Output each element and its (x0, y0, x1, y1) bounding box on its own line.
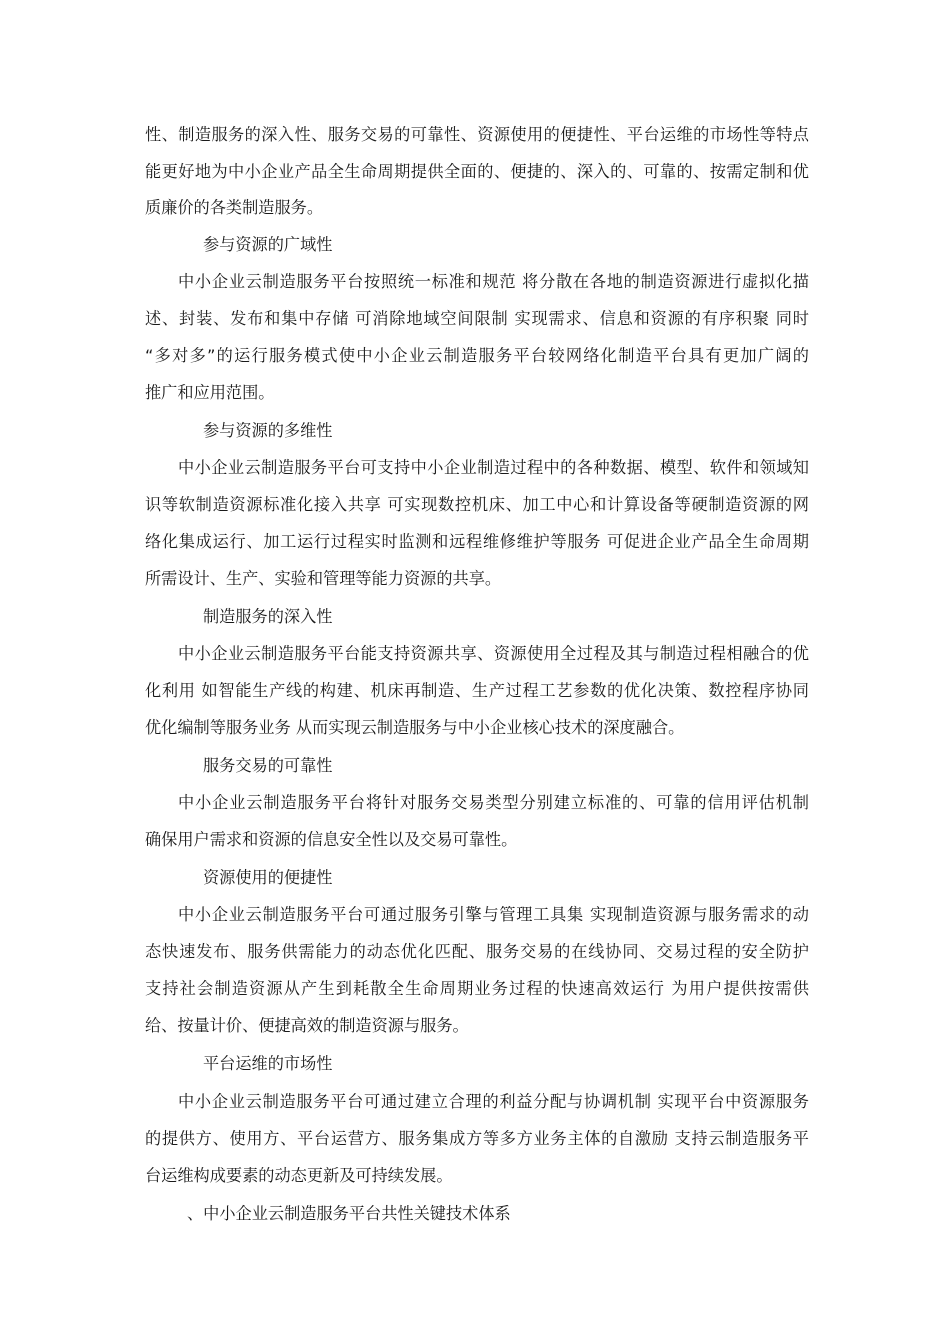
body-text-line: 质廉价的各类制造服务。 (145, 198, 324, 217)
body-text-line: 中小企业云制造服务平台可通过服务引擎与管理工具集 实现制造资源与服务需求的动 (178, 905, 809, 924)
body-text-line: 识等软制造资源标准化接入共享 可实现数控机床、加工中心和计算设备等硬制造资源的网 (145, 495, 809, 514)
body-text-line: 化利用 如智能生产线的构建、机床再制造、生产过程工艺参数的优化决策、数控程序协同 (145, 681, 809, 700)
body-text-line: 支持社会制造资源从产生到耗散全生命周期业务过程的快速高效运行 为用户提供按需供 (145, 979, 809, 998)
body-text-line: 中小企业云制造服务平台可支持中小企业制造过程中的各种数据、模型、软件和领域知 (178, 458, 809, 477)
body-text-line: “多对多”的运行服务模式使中小企业云制造服务平台较网络化制造平台具有更加广阔的 (145, 346, 809, 365)
section-heading: 制造服务的深入性 (203, 607, 333, 626)
body-text-line: 推广和应用范围。 (145, 383, 275, 402)
body-text-line: 的提供方、使用方、平台运营方、服务集成方等多方业务主体的自激励 支持云制造服务平 (145, 1129, 809, 1148)
body-text-line: 态快速发布、服务供需能力的动态优化匹配、服务交易的在线协同、交易过程的安全防护 (145, 942, 809, 961)
body-text-line: 述、封装、发布和集中存储 可消除地域空间限制 实现需求、信息和资源的有序积聚 同时 (145, 309, 809, 328)
section-heading: 服务交易的可靠性 (203, 756, 333, 775)
body-text-line: 给、按量计价、便捷高效的制造资源与服务。 (145, 1016, 469, 1035)
body-text-line: 确保用户需求和资源的信息安全性以及交易可靠性。 (145, 830, 518, 849)
section-heading: 资源使用的便捷性 (203, 868, 333, 887)
body-text-line: 性、制造服务的深入性、服务交易的可靠性、资源使用的便捷性、平台运维的市场性等特点 (145, 125, 809, 144)
section-heading: 参与资源的广域性 (203, 235, 333, 254)
body-text-line: 中小企业云制造服务平台可通过建立合理的利益分配与协调机制 实现平台中资源服务 (178, 1092, 809, 1111)
body-text-line: 中小企业云制造服务平台按照统一标准和规范 将分散在各地的制造资源进行虚拟化描 (178, 272, 809, 291)
body-text-line: 台运维构成要素的动态更新及可持续发展。 (145, 1166, 453, 1185)
section-heading: 平台运维的市场性 (203, 1054, 333, 1073)
body-text-line: 中小企业云制造服务平台能支持资源共享、资源使用全过程及其与制造过程相融合的优 (178, 644, 809, 663)
body-text-line: 中小企业云制造服务平台将针对服务交易类型分别建立标准的、可靠的信用评估机制 (178, 793, 809, 812)
body-text-line: 络化集成运行、加工运行过程实时监测和远程维修维护等服务 可促进企业产品全生命周期 (145, 532, 809, 551)
body-text-line: 所需设计、生产、实验和管理等能力资源的共享。 (145, 569, 502, 588)
body-text-line: 优化编制等服务业务 从而实现云制造服务与中小企业核心技术的深度融合。 (145, 718, 685, 737)
section-heading: 、中小企业云制造服务平台共性关键技术体系 (187, 1204, 511, 1223)
body-text-line: 能更好地为中小企业产品全生命周期提供全面的、便捷的、深入的、可靠的、按需定制和优 (145, 162, 809, 181)
section-heading: 参与资源的多维性 (203, 421, 333, 440)
